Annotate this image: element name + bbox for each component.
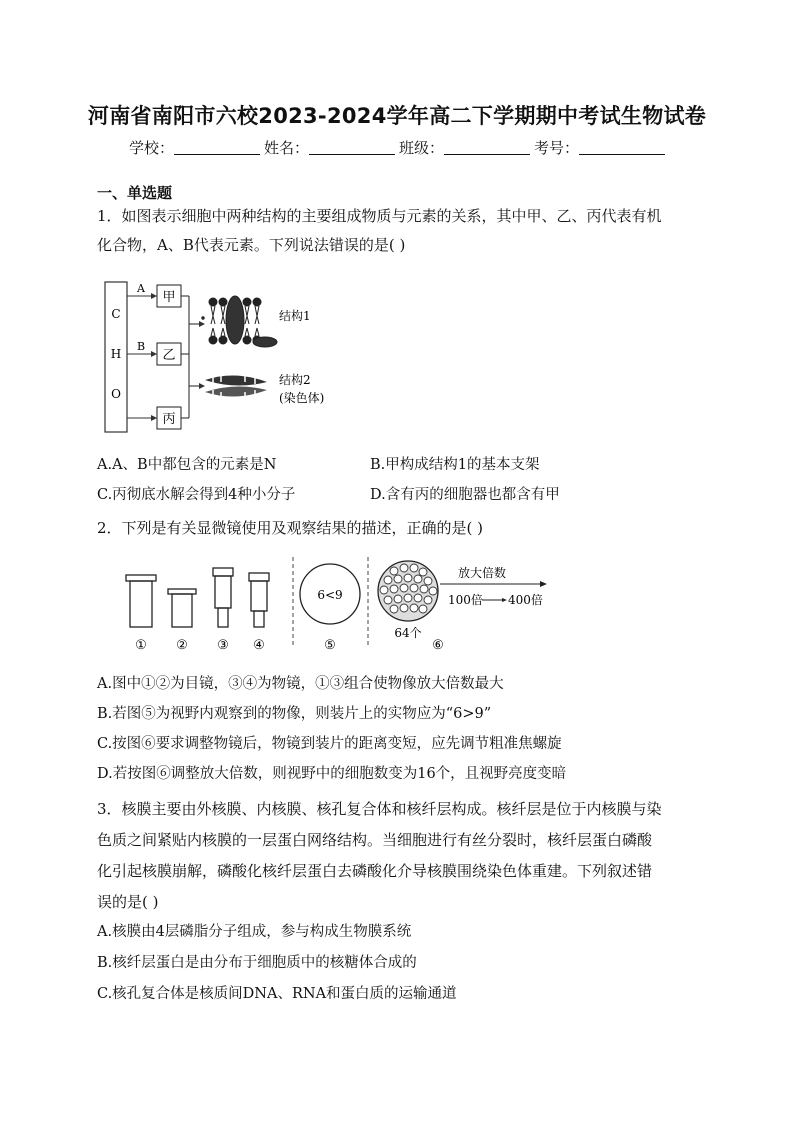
q2-option-d[interactable]: D.若按图⑥调整放大倍数，则视野中的细胞数变为16个，且视野亮度变暗 <box>97 766 567 782</box>
class-blank[interactable] <box>444 140 530 155</box>
chromosome-illustration <box>205 374 267 400</box>
label-b: B <box>137 340 146 353</box>
structure2-sublabel: (染色体) <box>279 391 325 405</box>
q2-figure <box>110 553 555 658</box>
q1-stem-line1: 1．如图表示细胞中两种结构的主要组成物质与元素的关系，其中甲、乙、丙代表有机 <box>97 207 662 225</box>
exam-title: 河南省南阳市六校2023-2024学年高二下学期期中考试生物试卷 <box>87 104 707 128</box>
element-o: O <box>111 387 121 401</box>
label-5: ⑤ <box>324 638 336 653</box>
magnification-to: 400倍 <box>508 593 543 607</box>
field-of-view-5-text: 6<9 <box>317 588 343 602</box>
student-info-row <box>0 137 794 158</box>
q3-stem-line1: 3．核膜主要由外核膜、内核膜、核孔复合体和核纤层构成。核纤层是位于内核膜与染 <box>97 800 662 818</box>
school-label: 学校： <box>128 139 174 157</box>
q2-option-b[interactable]: B.若图⑤为视野内观察到的物像，则装片上的实物应为“6>9” <box>97 706 492 722</box>
q2-stem: 2．下列是有关显微镜使用及观察结果的描述，正确的是( ) <box>97 519 484 537</box>
class-label: 班级： <box>399 139 445 157</box>
membrane-illustration <box>202 296 277 347</box>
magnification-label: 放大倍数 <box>458 566 507 580</box>
q3-option-a[interactable]: A.核膜由4层磷脂分子组成，参与构成生物膜系统 <box>97 924 412 940</box>
magnification-from: 100倍 <box>448 593 483 607</box>
element-c: C <box>111 307 121 321</box>
q3-stem-line2: 色质之间紧贴内核膜的一层蛋白网络结构。当细胞进行有丝分裂时，核纤层蛋白磷酸 <box>97 831 653 849</box>
structure2-label: 结构2 <box>279 373 311 387</box>
cell-count: 64个 <box>394 626 422 640</box>
compound-bing: 丙 <box>162 412 176 427</box>
label-3: ③ <box>217 638 229 653</box>
section-heading: 一、单选题 <box>97 184 173 202</box>
number-blank[interactable] <box>579 140 665 155</box>
q1-option-a[interactable]: A.A、B中都包含的元素是N <box>97 457 277 473</box>
label-2: ② <box>176 638 188 653</box>
q3-stem-line4: 误的是( ) <box>97 893 159 911</box>
eyepiece-1-icon <box>126 575 156 627</box>
structure1-label: 结构1 <box>279 309 311 323</box>
q2-option-a[interactable]: A.图中①②为目镜，③④为物镜，①③组合使物像放大倍数最大 <box>97 676 504 692</box>
q1-stem-line2: 化合物，A、B代表元素。下列说法错误的是( ) <box>97 236 406 254</box>
q1-option-d[interactable]: D.含有丙的细胞器也都含有甲 <box>370 487 560 503</box>
q1-figure <box>95 268 355 438</box>
label-1: ① <box>135 638 147 653</box>
element-h: H <box>110 347 122 361</box>
q1-option-c[interactable]: C.丙彻底水解会得到4种小分子 <box>97 487 296 503</box>
label-a: A <box>137 282 145 295</box>
q3-stem-line3: 化引起核膜崩解，磷酸化核纤层蛋白去磷酸化介导核膜围绕染色体重建。下列叙述错 <box>97 862 653 880</box>
q1-option-b[interactable]: B.甲构成结构1的基本支架 <box>370 457 540 473</box>
number-label: 考号： <box>534 139 580 157</box>
q3-option-c[interactable]: C.核孔复合体是核质间DNA、RNA和蛋白质的运输通道 <box>97 986 457 1002</box>
objective-3-icon <box>213 568 233 627</box>
eyepiece-2-icon <box>168 589 196 627</box>
label-4: ④ <box>253 638 265 653</box>
compound-jia: 甲 <box>162 290 176 305</box>
label-6: ⑥ <box>432 638 444 653</box>
objective-4-icon <box>249 573 269 627</box>
q2-option-c[interactable]: C.按图⑥要求调整物镜后，物镜到装片的距离变短，应先调节粗准焦螺旋 <box>97 736 562 752</box>
compound-yi: 乙 <box>162 348 176 363</box>
school-blank[interactable] <box>174 140 260 155</box>
q3-option-b[interactable]: B.核纤层蛋白是由分布于细胞质中的核糖体合成的 <box>97 955 417 971</box>
name-blank[interactable] <box>309 140 395 155</box>
name-label: 姓名： <box>263 139 309 157</box>
